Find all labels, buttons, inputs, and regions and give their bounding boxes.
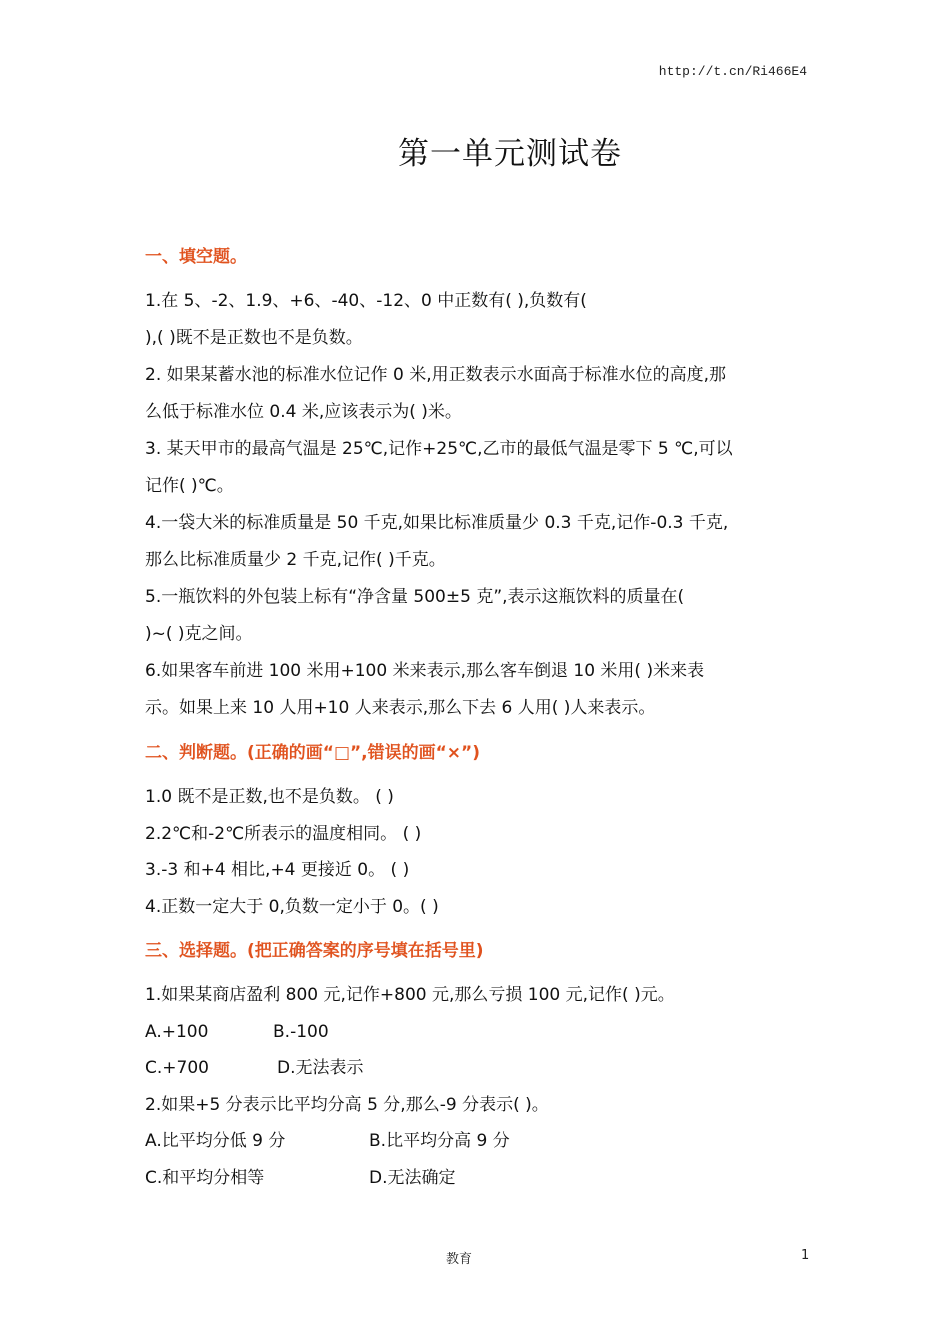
question-line: 记作( )℃。 [145, 476, 234, 496]
option-a: A.+100 [145, 1021, 209, 1042]
option-c: C.和平均分相等 [145, 1167, 265, 1188]
option-row [145, 1123, 805, 1160]
question-line: 2.2℃和-2℃所表示的温度相同。 ( ) [145, 823, 422, 844]
document-body [145, 237, 805, 1196]
section-heading-fill-in: 一、填空题。 [145, 247, 247, 267]
option-b: B.-100 [273, 1021, 329, 1042]
option-row [145, 1014, 805, 1051]
option-a: A.比平均分低 9 分 [145, 1131, 286, 1151]
option-d: D.无法表示 [277, 1058, 364, 1078]
question-line: )~( )克之间。 [145, 624, 253, 644]
footer-text: 教育 [446, 1252, 473, 1267]
page-title: 第一单元测试卷 [398, 136, 622, 172]
question-line: 4.一袋大米的标准质量是 50 千克,如果比标准质量少 0.3 千克,记作-0.3 千克, [145, 513, 729, 533]
question-line: 1.如果某商店盈利 800 元,记作+800 元,那么亏损 100 元,记作( )元。 [145, 985, 675, 1005]
question-line: 么低于标准水位 0.4 米,应该表示为( )米。 [145, 402, 462, 422]
question-line: 1.在 5、-2、1.9、+6、-40、-12、0 中正数有( ),负数有( [145, 291, 587, 311]
option-b: B.比平均分高 9 分 [369, 1131, 510, 1151]
question-line: 示。如果上来 10 人用+10 人来表示,那么下去 6 人用( )人来表示。 [145, 698, 656, 718]
header-url: http://t.cn/Ri466E4 [658, 64, 807, 79]
question-line: 1.0 既不是正数,也不是负数。 ( ) [145, 787, 394, 807]
question-line: 3.-3 和+4 相比,+4 更接近 0。 ( ) [145, 860, 410, 880]
question-line: 2.如果+5 分表示比平均分高 5 分,那么-9 分表示( )。 [145, 1094, 549, 1115]
option-row [145, 1160, 805, 1197]
option-c: C.+700 [145, 1058, 209, 1078]
question-line: 3. 某天甲市的最高气温是 25℃,记作+25℃,乙市的最低气温是零下 5 ℃,可以 [145, 439, 733, 459]
question-line: 2. 如果某蓄水池的标准水位记作 0 米,用正数表示水面高于标准水位的高度,那 [145, 365, 727, 385]
question-line: 6.如果客车前进 100 米用+100 米来表示,那么客车倒退 10 米用( )米来表 [145, 661, 705, 681]
page-number: 1 [801, 1248, 810, 1263]
option-row [145, 1050, 805, 1087]
question-line: 4.正数一定大于 0,负数一定小于 0。( ) [145, 896, 439, 917]
section-heading-multiple-choice: 三、选择题。(把正确答案的序号填在括号里) [145, 941, 484, 961]
question-line: ),( )既不是正数也不是负数。 [145, 328, 363, 348]
question-line: 那么比标准质量少 2 千克,记作( )千克。 [145, 550, 446, 570]
option-d: D.无法确定 [369, 1167, 456, 1188]
section-heading-true-false: 二、判断题。(正确的画“□”,错误的画“×”) [145, 743, 480, 763]
question-line: 5.一瓶饮料的外包装上标有“净含量 500±5 克”,表示这瓶饮料的质量在( [145, 587, 685, 607]
